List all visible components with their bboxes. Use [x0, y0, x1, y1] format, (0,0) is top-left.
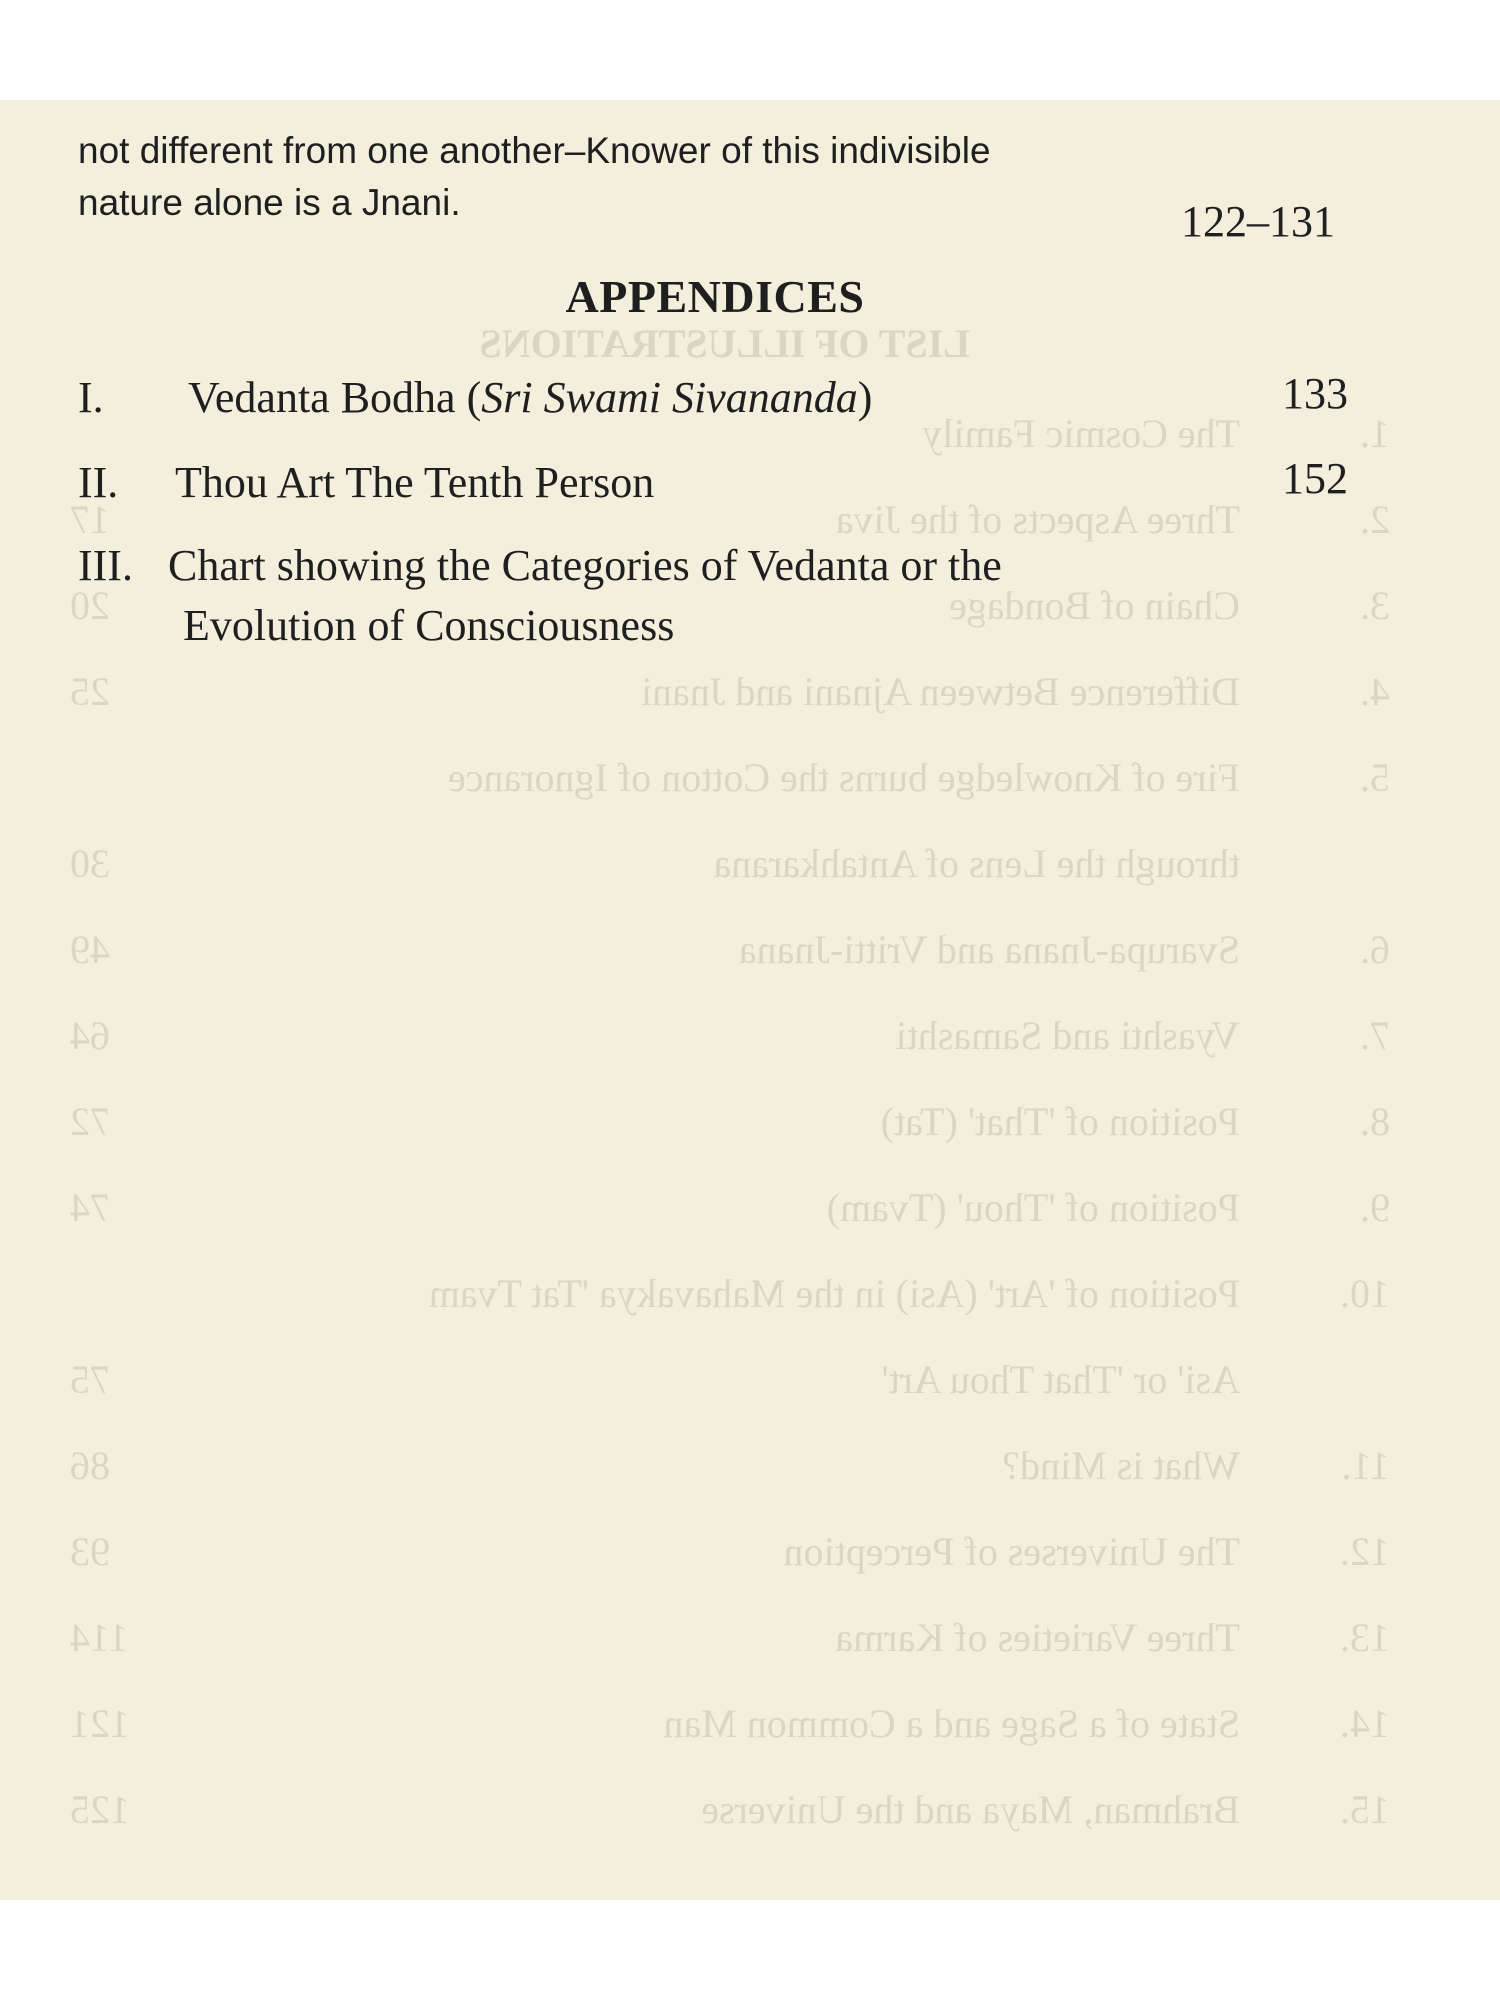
bleed-row-number: 5.	[1360, 755, 1390, 800]
appendix-numeral: III.	[78, 541, 133, 590]
bleed-through-text: LIST OF ILLUSTRATIONS 1. The Cosmic Family 2. Three Aspects of the Jiva 17 3. Chain of Bondage 20 4. Difference Between Ajnani and Jnani 25 5. Fire of Knowledge burns the Cotton of Ignorance through the Lens of Antahkarana 30 6. Svarupa-Jnana and Vritti-Jnana 49 7. Vyashti and Samashti 64 8. Position of 'That' (Tat) 72 9. Position of 'Thou' (Tvam) 74 10. Position of 'Art' (Asi) in the Mahavakya 'Tat Tvam Asi' or 'That Thou Art' 75 11. What is Mind? 86 12. The Universes of Perception 93 13. Three Varieties of Karma 114 14. State of a Sage and a Common Man 121 15. Brahman, Maya and the Universe 125	[70, 321, 1390, 1832]
bleed-row-page: 125	[70, 1787, 130, 1832]
bleed-row-number: 12.	[1340, 1529, 1390, 1574]
bleed-row-text: through the Lens of Antahkarana	[713, 841, 1240, 886]
bleed-row-text: Position of 'Art' (Asi) in the Mahavakya 'Tat Tvam	[428, 1271, 1240, 1316]
appendix-title-main: Vedanta Bodha (	[188, 373, 482, 422]
continuation-page-range: 122–131	[1181, 197, 1335, 246]
appendix-numeral: II.	[78, 458, 119, 507]
bleed-row-number: 11.	[1341, 1443, 1390, 1488]
bleed-row-number: 6.	[1360, 927, 1390, 972]
appendix-title: Thou Art The Tenth Person	[175, 458, 655, 507]
bleed-row-text: Position of 'Thou' (Tvam)	[826, 1185, 1240, 1230]
continuation-line-2: nature alone is a Jnani.	[78, 182, 461, 223]
bleed-row-page: 75	[70, 1357, 110, 1402]
bleed-row-text: Svarupa-Jnana and Vritti-Jnana	[738, 927, 1240, 972]
bleed-row-page: 74	[70, 1185, 110, 1230]
bleed-row-page: 30	[70, 841, 110, 886]
appendix-title-line-2: Evolution of Consciousness	[183, 601, 675, 650]
bleed-row-number: 9.	[1360, 1185, 1390, 1230]
bleed-row-text: Vyashti and Samashti	[895, 1013, 1240, 1058]
bleed-row-page: 20	[70, 583, 110, 628]
bleed-row-text: Three Aspects of the Jiva	[835, 497, 1240, 542]
bleed-row-text: What is Mind?	[1002, 1443, 1240, 1488]
bleed-row-text: The Universes of Perception	[783, 1529, 1240, 1574]
bleed-row-number: 7.	[1360, 1013, 1390, 1058]
bleed-row-page: 64	[70, 1013, 110, 1058]
bleed-row-number: 4.	[1360, 669, 1390, 714]
bleed-row-text: Fire of Knowledge burns the Cotton of Ignorance	[447, 755, 1240, 800]
bleed-row-page: 72	[70, 1099, 110, 1144]
appendix-title-author: Sri Swami Sivananda	[481, 373, 858, 422]
bleed-row-text: Three Varieties of Karma	[835, 1615, 1240, 1660]
bleed-row-text: Brahman, Maya and the Universe	[701, 1787, 1240, 1832]
bleed-row-number: 2.	[1360, 497, 1390, 542]
bleed-row-page: 121	[70, 1701, 130, 1746]
appendix-page-number: 152	[1282, 454, 1348, 503]
bleed-row-text: Position of 'That' (Tat)	[880, 1099, 1240, 1144]
bleed-row-number: 8.	[1360, 1099, 1390, 1144]
bleed-row-text: Chain of Bondage	[948, 583, 1240, 628]
bleed-row-number: 13.	[1340, 1615, 1390, 1660]
bleed-row-text: State of a Sage and a Common Man	[663, 1701, 1240, 1746]
bleed-row-number: 10.	[1340, 1271, 1390, 1316]
bleed-row-page: 25	[70, 669, 110, 714]
bleed-row-number: 1.	[1360, 411, 1390, 456]
bleed-row-text: The Cosmic Family	[922, 411, 1240, 456]
bleed-row-text: Asi' or 'That Thou Art'	[881, 1357, 1240, 1402]
bleed-row-page: 49	[70, 927, 110, 972]
bleed-row-number: 15.	[1340, 1787, 1390, 1832]
bleed-row-number: 14.	[1340, 1701, 1390, 1746]
continuation-line-1: not different from one another–Knower of this indivisible	[78, 130, 991, 171]
bleed-row-page: 93	[70, 1529, 110, 1574]
section-heading: APPENDICES	[565, 271, 865, 322]
appendix-title-line-1: Chart showing the Categories of Vedanta or the	[168, 541, 1002, 590]
appendix-numeral: I.	[78, 373, 104, 422]
book-page	[0, 100, 1500, 1900]
bleed-row-page: 17	[70, 497, 110, 542]
appendix-title-end: )	[857, 373, 873, 422]
bleed-row-text: Difference Between Ajnani and Jnani	[640, 669, 1240, 714]
bleed-row-page: 114	[70, 1615, 129, 1660]
bleed-row-number: 3.	[1360, 583, 1390, 628]
bleed-row-page: 86	[70, 1443, 110, 1488]
appendix-title	[188, 372, 872, 423]
appendix-page-number: 133	[1282, 369, 1348, 418]
